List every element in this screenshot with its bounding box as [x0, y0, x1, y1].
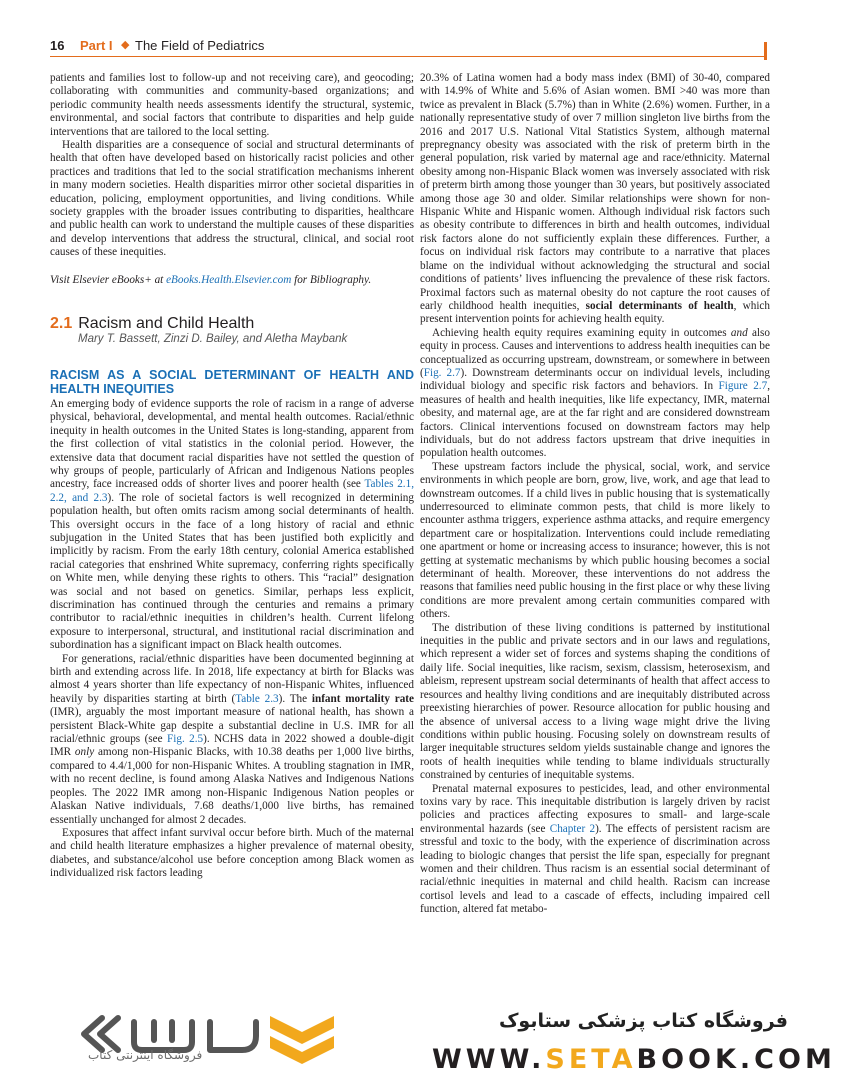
- part-title: The Field of Pediatrics: [135, 38, 265, 53]
- figure-link[interactable]: Fig. 2.7: [423, 366, 461, 379]
- paragraph: [420, 783, 770, 917]
- logo-tagline: فروشگاه اینترنتی کتاب: [88, 1048, 203, 1062]
- section-title: Racism and Child Health: [78, 315, 255, 333]
- url-highlight: SETA: [545, 1044, 637, 1075]
- text: An emerging body of evidence supports the role of racism in a range of adverse physical, behavioral, developmental, and mental health outcomes. Racial/ethnic inequity in health outcomes in the United States is long-standing, apparent from the first collection of vital statistics in the colonial period. However, the extensive data that document racial disparities have not settled the question of why groups of people, particularly of African and Indigenous Nations peoples ancestry, face increased odds of shorter lives and poorer health (see: [50, 397, 414, 491]
- header-tick: [764, 42, 767, 60]
- text: ). Downstream determinants occur on individual levels, including individual biology and specific risk factors and behaviors. In: [420, 366, 770, 393]
- diamond-icon: ◆: [121, 38, 130, 51]
- text: Achieving health equity requires examining equity in outcomes: [432, 326, 731, 339]
- text: 20.3% of Latina women had a body mass index (BMI) of 30-40, compared with 14.9% of White and 5.6% of Asian women. BMI >40 was more than twice as prevalent in Black (5.7%) than in White (2.6%) women. Further, in a nationally representative study of over 7 million singleton live births from the 2016 and 2017 U.S. National Vital Statistics System, although maternal prepregnancy obesity was associated with the risk of preterm birth in the general population, risk varied by maternal age and race/ethnicity. Maternal obesity among non-Hispanic Black women was inversely associated with risk of preterm birth among those younger than 30 years, but positively associated among those age 30 and older. Similar relationships were shown for non-Hispanic White and Hispanic women. Although individual risk factors such as obesity contribute to differences in birth and health outcomes, individual risk factors alone do not sufficiently explain these differences. Further, a focus on individual risk factors may contribute to a narrative that places blame on the individual without acknowledging the structural and social conditions of patients’ lives influencing the prevalence of these risk factors. Proximal factors such as maternal obesity do not capture the root causes of early childhood health inequities,: [420, 72, 770, 312]
- bibliography-note: [50, 274, 414, 287]
- left-column: [50, 72, 414, 994]
- url-part: BOOK.COM: [636, 1044, 836, 1075]
- figure-link[interactable]: Figure 2.7: [718, 380, 768, 393]
- store-logo-icon: [72, 1010, 272, 1072]
- text: , which present intervention points for achieving health equity.: [420, 299, 770, 326]
- section-authors: Mary T. Bassett, Zinzi D. Bailey, and Aletha Maybank: [78, 332, 348, 345]
- paragraph: The distribution of these living conditions is patterned by institutional inequities in the public and private sectors and in our laws and regulations, which represent a wider set of forces and systems shaping the conditions of daily life. Social inequities, like racism, sexism, classism, heterosexism, and ableism, represent upstream social determinants of health that affect access to resources and healthy living conditions and are inequitably distributed across preexisting hierarchies of power. Resource allocation for public housing and the absence of universal access to a living wage might drive the living conditions within public housing. Focusing solely on downstream results of larger inequitable structures seldom yields sustainable change and ignores the roots of health inequities while tending to blame individuals structurally constrained by centuries of inequitable systems.: [420, 621, 770, 782]
- paragraph: [50, 653, 414, 827]
- text: among non-Hispanic Blacks, with 10.38 deaths per 1,000 live births, compared to 4.4/1,000 for non-Hispanic Whites. A troubling stagnation in IMR, with no recent decline, is found among Alaska Natives and Indigenous Nations peoples. The 2022 IMR among non-Hispanic Indigenous Nation peoples or Alaskan Native individuals, 7.68 deaths/1,000 live births, has remained essentially unchanged for almost 2 decades.: [50, 746, 414, 826]
- key-term: infant mortality rate: [311, 692, 414, 705]
- store-footer: [0, 1000, 844, 1080]
- key-term: social determinants of health: [585, 299, 734, 312]
- part-label: Part I: [80, 38, 113, 53]
- text: Prenatal maternal exposures to pesticides, lead, and other environmental toxins vary by race. This inequitable distribution is largely driven by racist policies and practices affecting exposures to small- and large-scale environmental hazards (see: [420, 782, 770, 835]
- tables-link[interactable]: Tables 2.1, 2.2, and 2.3: [50, 478, 414, 504]
- running-header: [0, 34, 844, 60]
- text: , measures of health and health inequities, like life expectancy, IMR, maternal obesity, and maternal age, are at the far right and are considered downstream factors. Clinical interventions focused on downstream factors may help individuals, but do not address factors upstream that drive inequities in population health outcomes.: [420, 380, 770, 460]
- text: ). The effects of persistent racism are stressful and toxic to the body, with the experience of discrimination across leading to biologic changes that persist the life span, especially for pregnant women and their children. Thus racism is an essential social determinant of racial/ethnic inequities in maternal and child health. Racism can increase cortisol levels and lead to a cascade of effects, including impaired cell function, altered fat metabo-: [420, 822, 770, 916]
- paragraph: [420, 72, 770, 327]
- paragraph: Exposures that affect infant survival occur before birth. Much of the maternal and child health literature emphasizes a higher prevalence of maternal obesity, diabetes, and substance/alcohol use before conception among Black women as individualized risk factors leading: [50, 826, 414, 880]
- figure-link[interactable]: Fig. 2.5: [167, 733, 204, 746]
- biblio-text: Visit Elsevier eBooks+ at: [50, 273, 167, 286]
- paragraph: [420, 327, 770, 461]
- header-rule: [50, 56, 766, 57]
- url-part: WWW.: [432, 1044, 546, 1075]
- paragraph: These upstream factors include the physical, social, work, and service environments in which people are born, grow, live, work, and age that lead to downstream outcomes. If a child lives in public housing that is systematically underresourced to eliminate common pests, that child is more likely to encounter asthma triggers, experience asthma attacks, and require emergency department care or hospitalization. Interventions could include remediating one apartment or home or increasing access to insurance; however, this is not getting at systematic mechanisms by which public housing becomes a social determinant of health. Moreover, these interventions do not address the reasons that families need public housing in the first place or why these living conditions are more prevalent among certain communities compared with others.: [420, 460, 770, 621]
- paragraph: Health disparities are a consequence of social and structural determinants of health that often have developed based on historically racist policies and other practices and traditions that led to the social stratification mechanisms inherent in many modern societies. Health disparities mirror other societal disparities in education, policing, employment opportunities, and living conditions. While society grapples with the broader issues contributing to disparities, healthcare and public health can work to understand the multiple causes of these disparities and develop interventions that address the structural, clinical, and social root causes of these inequities.: [50, 139, 414, 259]
- store-name: فروشگاه کتاب پزشکی ستابوک: [498, 1010, 788, 1032]
- chapter-link[interactable]: Chapter 2: [549, 822, 596, 835]
- section-number: 2.1: [50, 315, 73, 333]
- text: For generations, racial/ethnic disparities have been documented beginning at birth and extending across life. In 2018, life expectancy at birth for Blacks was almost 4 years shorter than life expectancy of non-Hispanic Whites, influenced heavily by disparities starting at birth (: [50, 652, 414, 705]
- chevron-logo-icon: [262, 1010, 342, 1072]
- paragraph: [50, 398, 414, 653]
- biblio-text: for Bibliography.: [291, 273, 372, 286]
- text: (IMR), arguably the most important measure of national health, has shown a persistent Black-White gap despite a substantial decline in U.S. IMR for all racial/ethnic groups (see: [50, 706, 414, 746]
- text: ). NCHS data in 2022 showed a double-digit IMR: [50, 733, 414, 759]
- paragraph: patients and families lost to follow-up and not receiving care), and geocoding; collaborating with communities and community-based organizations; and periodic community health needs assessments identify the structural, systemic, environmental, and social factors that contribute to disparities and help guide interventions that are tailored to the local setting.: [50, 72, 414, 138]
- right-column: [420, 72, 770, 994]
- table-link[interactable]: Table 2.3: [235, 692, 279, 705]
- ebooks-link[interactable]: eBooks.Health.Elsevier.com: [166, 273, 292, 286]
- text: also equity in process. Causes and interventions to address health inequities can be conceptualized as occurring upstream, downstream, or somewhere in between (: [420, 326, 770, 379]
- emphasis: and: [730, 326, 748, 339]
- store-url[interactable]: [432, 1044, 836, 1075]
- section-heading: [50, 315, 414, 333]
- text: ). The: [278, 692, 312, 705]
- text: ). The role of societal factors is well recognized in determining population health, but often omits racism among social determinants of health. This oversight occurs in the face of a long history of racial and ethnic subjugation in the United States that has been justified both explicitly and implicitly by racism. From the early 18th century, colonial America established racial categories that enshrined White supremacy, conferring rights specifically on White men, while denying these rights to others. This “racial” designation was social and not based on genetics. Similar, perhaps less explicit, discrimination has continued through the centuries and remains a primary contributor to racial/ethnic inequities in children’s health. Current lifelong exposure to interpersonal, structural, and institutional racial discrimination and subordination has a significant impact on Black health outcomes.: [50, 491, 414, 652]
- emphasis: only: [74, 746, 95, 759]
- page-number: 16: [50, 38, 65, 53]
- subheading: RACISM AS A SOCIAL DETERMINANT OF HEALTH AND HEALTH INEQUITIES: [50, 367, 414, 396]
